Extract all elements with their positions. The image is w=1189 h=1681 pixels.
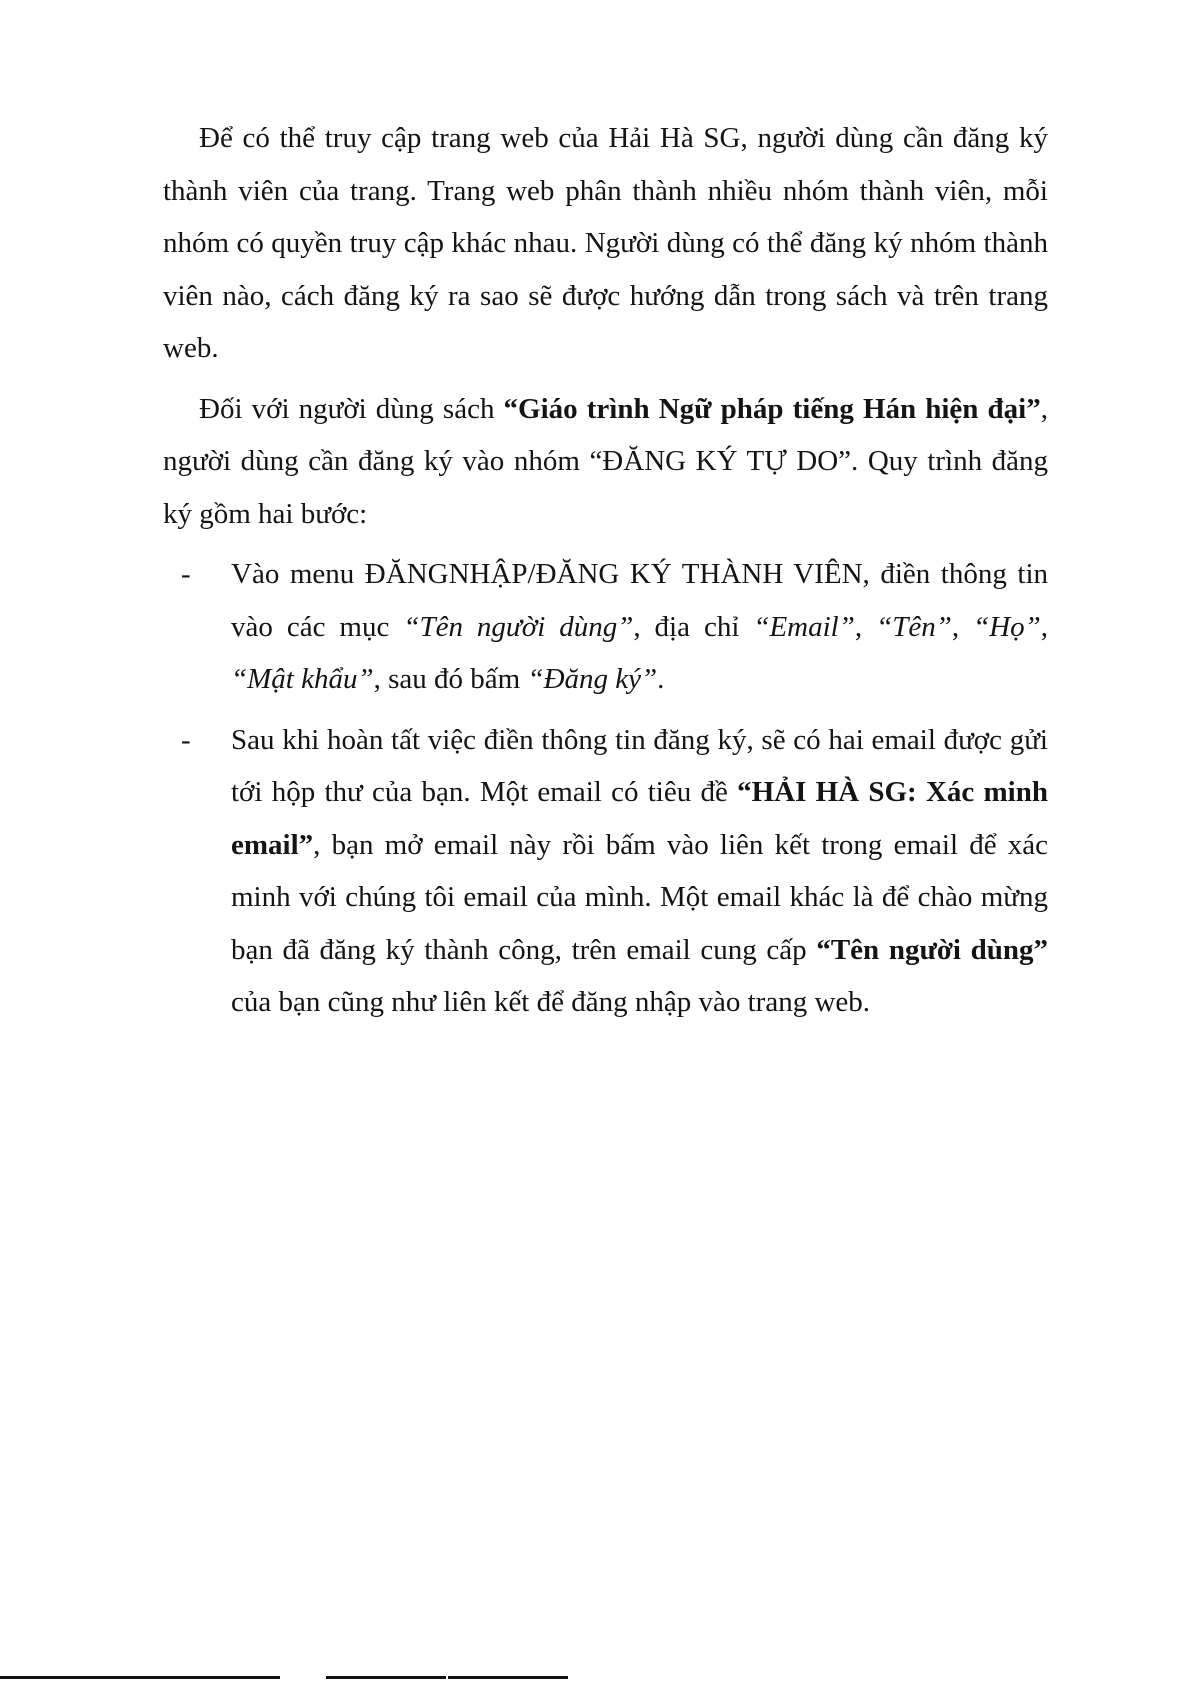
paragraph-suffix: , người dùng cần đăng ký vào nhóm “ĐĂNG KÝ TỰ DO”. Quy trình đăng ký gồm hai bước:: [163, 392, 1048, 530]
field-password: “Mật khẩu”: [231, 663, 374, 695]
step-1-text-b: , địa chỉ: [633, 610, 754, 643]
register-action: “Đăng ký”: [527, 663, 658, 695]
footer-divider: [0, 1676, 280, 1679]
separator: ,: [854, 610, 877, 643]
field-username: “Tên người dùng”: [403, 610, 634, 643]
field-lastname: “Họ”: [973, 610, 1041, 643]
step-item-2: [163, 714, 1048, 1029]
bullet-dash: -: [181, 723, 191, 756]
footer-divider: [448, 1676, 568, 1679]
instructions-paragraph: [163, 383, 1048, 541]
paragraph-prefix: Đối với người dùng sách: [199, 392, 504, 425]
text-body: [163, 112, 1048, 1037]
step-1-text-d: .: [657, 663, 665, 695]
email-subject: “HẢI HÀ SG: Xác minh email”: [231, 776, 1048, 861]
footer-divider: [326, 1676, 446, 1679]
step-1-text-a: Vào menu ĐĂNGNHẬP/ĐĂNG KÝ THÀNH VIÊN, điền thông tin vào các mục: [231, 558, 1048, 643]
field-firstname: “Tên”: [876, 610, 952, 643]
field-email: “Email”: [753, 610, 855, 643]
step-2-text-c: của bạn cũng như liên kết để đăng nhập vào trang web.: [231, 986, 871, 1018]
separator: ,: [951, 610, 974, 643]
username-label: “Tên người dùng”: [816, 933, 1049, 966]
steps-list: [163, 548, 1048, 1029]
bullet-dash: -: [181, 558, 191, 590]
intro-paragraph: Để có thể truy cập trang web của Hải Hà SG, người dùng cần đăng ký thành viên của trang. Trang web phân thành nhiều nhóm thành viên, mỗi nhóm có quyền truy cập khác nhau. Người dùng có thể đăng ký nhóm thành viên nào, cách đăng ký ra sao sẽ được hướng dẫn trong sách và trên trang web.: [163, 122, 1048, 364]
step-2-text-b: , bạn mở email này rồi bấm vào liên kết trong email để xác minh với chúng tôi email của mình. Một email khác là để chào mừng bạn đã đăng ký thành công, trên email cung cấp: [231, 828, 1048, 966]
step-item-1: [163, 548, 1048, 706]
separator: ,: [1040, 610, 1049, 643]
step-2-text-a: Sau khi hoàn tất việc điền thông tin đăng ký, sẽ có hai email được gửi tới hộp thư của bạn. Một email có tiêu đề: [231, 723, 1048, 808]
book-title: “Giáo trình Ngữ pháp tiếng Hán hiện đại”: [503, 392, 1041, 425]
step-1-text-c: , sau đó bấm: [373, 663, 528, 695]
